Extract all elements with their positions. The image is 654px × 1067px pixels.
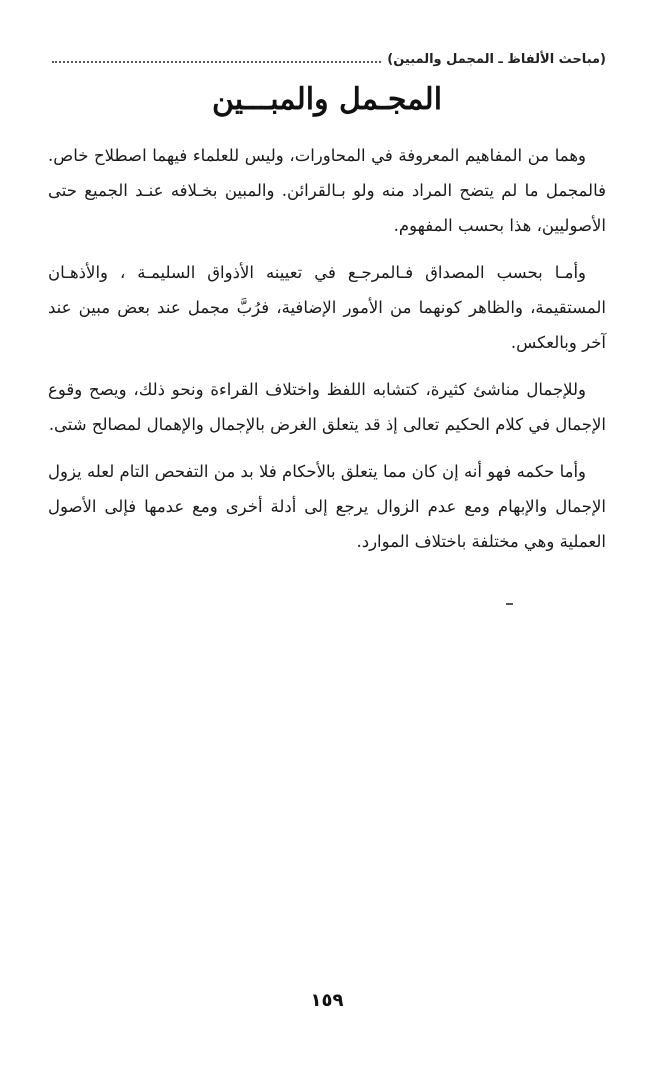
- running-header-title: (مباحث الألفاظ ـ المجمل والمبين): [387, 52, 606, 67]
- page-number: ١٥٩: [310, 990, 344, 1011]
- end-mark-dash: [506, 603, 513, 605]
- body-text: [48, 138, 606, 571]
- running-header: [52, 52, 606, 67]
- running-header-dotted-leader: [52, 53, 381, 63]
- chapter-title: المجـمل والمبـــين: [211, 82, 443, 117]
- paragraph: وللإجمال مناشئ كثيرة، كتشابه اللفظ واختلاف القراءة ونحو ذلك، ويصح وقوع الإجمال في كلام الحكيم تعالى إذ قد يتعلق الغرض بالإجمال والإهمال لمصالح شتى.: [48, 380, 606, 434]
- paragraph: وأمـا بحسب المصداق فـالمرجـع في تعيينه الأذواق السليمـة ، والأذهـان المستقيمة، والظاهر كونهما من الأمور الإضافية، فرُبَّ مجمل عند بعض مبين عند آخر وبالعكس.: [48, 263, 606, 352]
- paragraph: وهما من المفاهيم المعروفة في المحاورات، وليس للعلماء فيهما اصطلاح خاص. فالمجمل ما لم يتضح المراد منه ولو بـالقرائن. والمبين بخـلافه عنـد الجميع حتى الأصوليين، هذا بحسب المفهوم.: [48, 146, 606, 235]
- paragraph: وأما حكمه فهو أنه إن كان مما يتعلق بالأحكام فلا بد من التفحص التام لعله يزول الإجمال والإبهام ومع عدم الزوال يرجع إلى أدلة أخرى ومع عدمها فإلى الأصول العملية وهي مختلفة باختلاف الموارد.: [48, 462, 606, 551]
